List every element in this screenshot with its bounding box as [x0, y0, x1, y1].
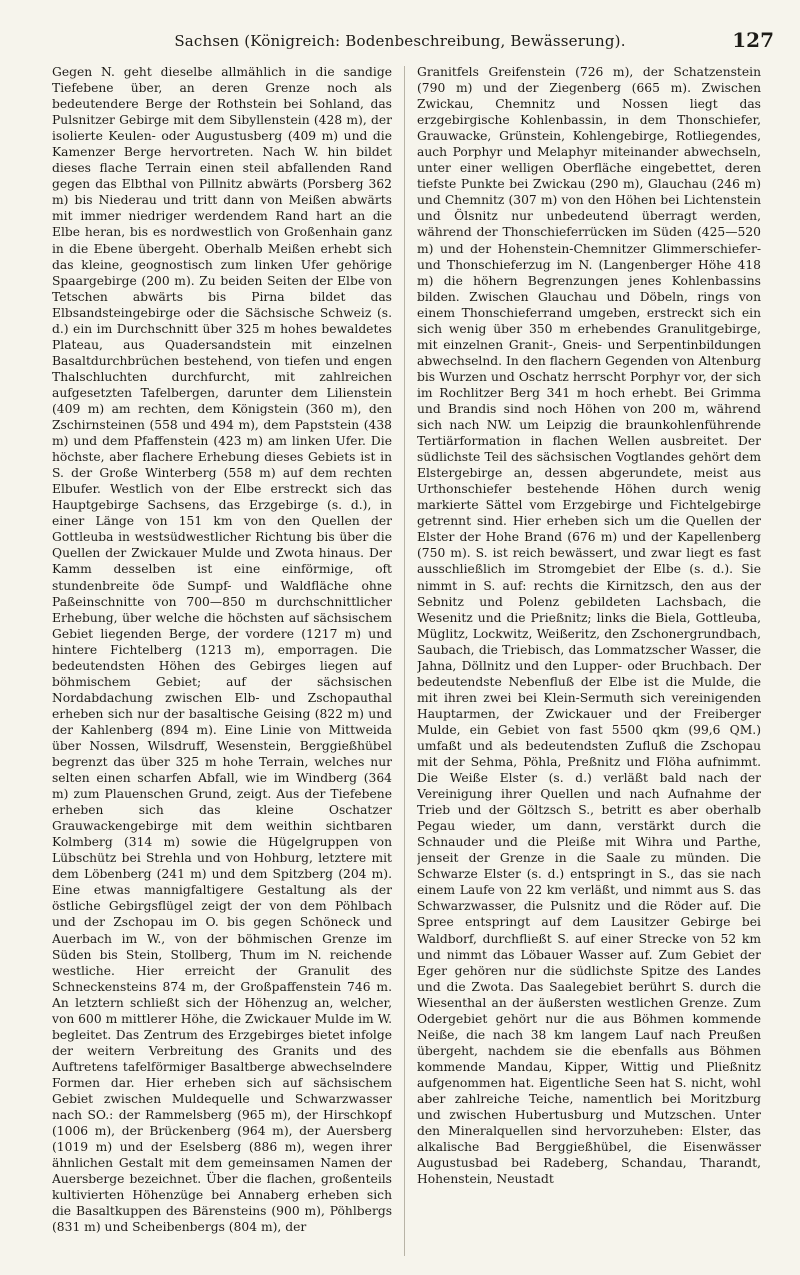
running-head: Sachsen (Königreich: Bodenbeschreibung, Bewässerung).: [174, 32, 626, 50]
page-header: [0, 28, 800, 58]
right-column: [417, 64, 761, 1264]
left-column: [52, 64, 392, 1264]
left-column-text: Gegen N. geht dieselbe allmählich in die sandige Tiefebene über, an deren Grenze noch als bedeutendere Berge der Rothstein bei Sohland, das Pulsnitzer Gebirge mit dem Sibyllenstein (428 m), der isolierte Keulen- oder Augustusberg (409 m) und die Kamenzer Berge hervortreten. Nach W. hin bildet dieses flache Terrain einen steil abfallenden Rand gegen das Elbthal von Pillnitz abwärts (Porsberg 362 m) bis Niederau und tritt dann von Meißen abwärts mit immer niedriger werdendem Rand hart an die Elbe heran, bis es nordwestlich von Großenhain ganz in die Ebene übergeht. Oberhalb Meißen erhebt sich das kleine, geognostisch zum linken Ufer gehörige Spaargebirge (200 m). Zu beiden Seiten der Elbe von Tetschen abwärts bis Pirna bildet das Elbsandsteingebirge oder die Sächsische Schweiz (s. d.) ein im Durchschnitt über 325 m hohes bewaldetes Plateau, aus Quadersandstein mit einzelnen Basaltdurchbrüchen bestehend, von tiefen und engen Thalschluchten durchfurcht, mit zahlreichen aufgesetzten Tafelbergen, darunter dem Lilienstein (409 m) am rechten, dem Königstein (360 m), den Zschirnsteinen (558 und 494 m), dem Papststein (438 m) und dem Pfaffenstein (423 m) am linken Ufer. Die höchste, aber flachere Erhebung dieses Gebiets ist in S. der Große Winterberg (558 m) auf dem rechten Elbufer. Westlich von der Elbe erstreckt sich das Hauptgebirge Sachsens, das Erzgebirge (s. d.), in einer Länge von 151 km von den Quellen der Gottleuba in westsüdwestlicher Richtung bis über die Quellen der Zwickauer Mulde und Zwota hinaus. Der Kamm desselben ist eine einförmige, oft stundenbreite öde Sumpf- und Waldfläche ohne Paßeinschnitte von 700—850 m durchschnittlicher Erhebung, über welche die höchsten auf sächsischem Gebiet liegenden Berge, der vordere (1217 m) und hintere Fichtelberg (1213 m), emporragen. Die bedeutendsten Höhen des Gebirges liegen auf böhmischem Gebiet; auf der sächsischen Nordabdachung zwischen Elb- und Zschopauthal erheben sich nur der basaltische Geising (822 m) und der Kahlenberg (894 m). Eine Linie von Mittweida über Nossen, Wilsdruff, Wesenstein, Berggießhübel begrenzt das über 325 m hohe Terrain, welches nur selten einen scharfen Abfall, wie im Windberg (364 m) zum Plauenschen Grund, zeigt. Aus der Tiefebene erheben sich das kleine Oschatzer Grauwackengebirge mit dem weithin sichtbaren Kolmberg (314 m) sowie die Hügelgruppen von Lübschütz bei Strehla und von Hohburg, letztere mit dem Löbenberg (241 m) und dem Spitzberg (204 m). Eine etwas mannigfaltigere Gestaltung als der östliche Gebirgsflügel zeigt der von dem Pöhlbach und der Zschopau im O. bis gegen Schöneck und Auerbach im W., von der böhmischen Grenze im Süden bis Stein, Stollberg, Thum im N. reichende westliche. Hier erreicht der Granulit des Schneckensteins 874 m, der Großpaffenstein 746 m. An letztern schließt sich der Höhenzug an, welcher, von 600 m mittlerer Höhe, die Zwickauer Mulde im W. begleitet. Das Zentrum des Erzgebirges bietet infolge der weitern Verbreitung des Granits und des Auftretens tafelförmiger Basaltberge abwechselndere Formen dar. Hier erheben sich auf sächsischem Gebiet zwischen Muldequelle und Schwarzwasser nach SO.: der Rammelsberg (965 m), der Hirschkopf (1006 m), der Brückenberg (964 m), der Auersberg (1019 m) und der Eselsberg (886 m), wegen ihrer ähnlichen Gestalt mit dem gemeinsamen Namen der Auersberge bezeichnet. Über die flachen, großenteils kultivierten Höhenzüge bei Annaberg erheben sich die Basaltkuppen des Bärensteins (900 m), Pöhlbergs (831 m) und Scheibenbergs (804 m), der: [52, 65, 392, 1235]
page-number: 127: [732, 28, 774, 52]
right-column-text: Granitfels Greifenstein (726 m), der Schatzenstein (790 m) und der Ziegenberg (665 m). Zwischen Zwickau, Chemnitz und Nossen liegt das erzgebirgische Kohlenbassin, in dem Thonschiefer, Grauwacke, Grünstein, Kohlengebirge, Rotliegendes, auch Porphyr und Melaphyr miteinander abwechseln, unter einer welligen Oberfläche eingebettet, deren tiefste Punkte bei Zwickau (290 m), Glauchau (246 m) und Chemnitz (307 m) von den Höhen bei Lichtenstein und Ölsnitz nur unbedeutend überragt werden, während der Thonschieferrücken im Süden (425—520 m) und der Hohenstein-Chemnitzer Glimmerschiefer- und Thonschieferzug im N. (Langenberger Höhe 418 m) die höhern Begrenzungen jenes Kohlenbassins bilden. Zwischen Glauchau und Döbeln, rings von einem Thonschieferrand umgeben, erstreckt sich ein sich wenig über 350 m erhebendes Granulitgebirge, mit einzelnen Granit-, Gneis- und Serpentinbildungen abwechselnd. In den flachern Gegenden von Altenburg bis Wurzen und Oschatz herrscht Porphyr vor, der sich im Rochlitzer Berg 341 m hoch erhebt. Bei Grimma und Brandis sind noch Höhen von 200 m, während sich nach NW. um Leipzig die braunkohlenführende Tertiärformation in flachen Wellen ausbreitet. Der südlichste Teil des sächsischen Vogtlandes gehört dem Elstergebirge an, dessen abgerundete, meist aus Urthonschiefer bestehende Höhen durch wenig markierte Sättel vom Erzgebirge und Fichtelgebirge getrennt sind. Hier erheben sich um die Quellen der Elster der Hohe Brand (676 m) und der Kapellenberg (750 m). S. ist reich bewässert, und zwar liegt es fast ausschließlich im Stromgebiet der Elbe (s. d.). Sie nimmt in S. auf: rechts die Kirnitzsch, den aus der Sebnitz und Polenz gebildeten Lachsbach, die Wesenitz und die Prießnitz; links die Biela, Gottleuba, Müglitz, Lockwitz, Weißeritz, den Zschonergrundbach, Saubach, die Triebisch, das Lommatzscher Wasser, die Jahna, Döllnitz und den Lupper- oder Bruchbach. Der bedeutendste Nebenfluß der Elbe ist die Mulde, die mit ihren zwei bei Klein-Sermuth sich vereinigenden Hauptarmen, der Zwickauer und der Freiberger Mulde, ein Gebiet von fast 5500 qkm (99,6 QM.) umfaßt und als bedeutendsten Zufluß die Zschopau mit der Sehma, Pöhla, Preßnitz und Flöha aufnimmt. Die Weiße Elster (s. d.) verläßt bald nach der Vereinigung ihrer Quellen und nach Aufnahme der Trieb und der Göltzsch S., betritt es aber oberhalb Pegau wieder, um dann, verstärkt durch die Schnauder und die Pleiße mit Wihra und Parthe, jenseit der Grenze in die Saale zu münden. Die Schwarze Elster (s. d.) entspringt in S., das sie nach einem Laufe von 22 km verläßt, und nimmt aus S. das Schwarzwasser, die Pulsnitz und die Röder auf. Die Spree entspringt auf dem Lausitzer Gebirge bei Waldborf, durchfließt S. auf einer Strecke von 52 km und nimmt das Löbauer Wasser auf. Zum Gebiet der Eger gehören nur die südlichste Spitze des Landes und die Zwota. Das Saalegebiet berührt S. durch die Wiesenthal an der äußersten westlichen Grenze. Zum Odergebiet gehört nur die aus Böhmen kommende Neiße, die nach 38 km langem Lauf nach Preußen übergeht, nachdem sie die ebenfalls aus Böhmen kommende Mandau, Kipper, Wittig und Pließnitz aufgenommen hat. Eigentliche Seen hat S. nicht, wohl aber zahlreiche Teiche, namentlich bei Moritzburg und zwischen Hubertusburg und Mutzschen. Unter den Mineralquellen sind hervorzuheben: Elster, das alkalische Bad Berggießhübel, die Eisenwässer Augustusbad bei Radeberg, Schandau, Tharandt, Hohenstein, Neustadt: [417, 65, 761, 1187]
column-divider: [404, 66, 405, 1256]
